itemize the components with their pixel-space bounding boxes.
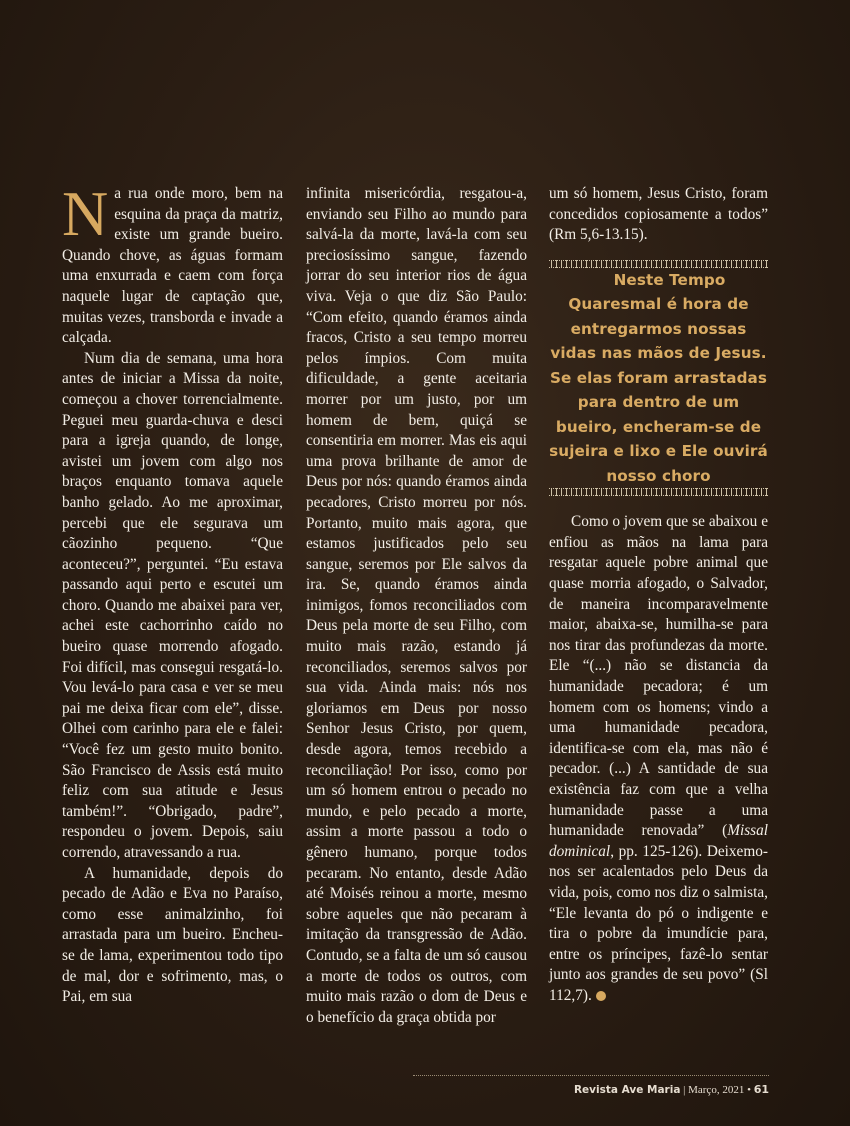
end-mark-icon [596,991,606,1001]
page-number: 61 [753,1083,769,1096]
divider-bottom [549,488,768,496]
article-paragraph: um só homem, Jesus Cristo, foram concedidos copiosamente a todos” (Rm 5,6-13.15). [549,185,768,244]
pull-quote: Neste Tempo Quaresmal é hora de entregarmos nossas vidas nas mãos de Jesus. Se elas foram arrastadas para dentro de um bueiro, encheram-se de sujeira e lixo e Ele ouvirá nosso choro [549,270,768,485]
article-column-3 [549,184,768,1007]
footer-separator: | [683,1084,686,1096]
article-column-2 [306,184,527,1028]
issue-date: Março, 2021 [688,1084,745,1096]
page-footer [413,1083,769,1096]
footer-divider [413,1075,769,1076]
article-paragraph: Na rua onde moro, bem na esquina da praça da matriz, existe um grande bueiro. Quando chove, as águas formam uma enxurrada e caem com força naquele lugar de captação que, muitas vezes, transborda e invade a calçada. [62,178,283,347]
pull-quote-box [549,260,768,497]
footer-bullet: • [747,1084,751,1096]
drop-cap: N [62,178,109,249]
divider-top [549,260,768,268]
magazine-name: Revista Ave Maria [573,1084,681,1096]
article-column-1 [62,178,283,1008]
citation-title: Missal dominical [549,822,768,860]
article-paragraph: Num dia de semana, uma hora antes de iniciar a Missa da noite, começou a chover torrencialmente. Peguei meu guarda-chuva e desci para a igreja quando, de longe, avistei um jovem com algo nos braços enquanto tomava aquele banho gelado. Ao me aproximar, percebi que ele segurava um cãozinho pequeno. “Que aconteceu?”, perguntei. “Eu estava passando aqui perto e escutei um choro. Quando me abaixei para ver, achei este cachorrinho caído no bueiro quase morrendo afogado. Foi difícil, mas consegui resgatá-lo. Vou levá-lo para casa e ver se meu pai me deixa ficar com ele”, disse. Olhei com carinho para ele e falei: “Você fez um gesto muito bonito. São Francisco de Assis está muito feliz com sua atitude e Jesus também!”. “Obrigado, padre”, respondeu o jovem. Depois, saiu correndo, atravessando a rua. [62,349,283,861]
article-paragraph: infinita misericórdia, resgatou-a, enviando seu Filho ao mundo para salvá-la da morte, lavá-la com seu preciosíssimo sangue, fazendo jorrar do seu interior rios de água viva. Veja o que diz São Paulo: “Com efeito, quando éramos ainda fracos, Cristo a seu tempo morreu pelos ímpios. Com muita dificuldade, a gente aceitaria morrer por um justo, por um homem de bem, quiçá se consentiria em morrer. Mas eis aqui uma prova brilhante de amor de Deus por nós: quando éramos ainda pecadores, Cristo morreu por nós. Portanto, muito mais agora, que estamos justificados pelo seu sangue, seremos por Ele salvos da ira. Se, quando éramos ainda inimigos, fomos reconciliados com Deus pela morte de seu Filho, com muito mais razão, estando já reconciliados, seremos salvos por sua vida. Ainda mais: nós nos gloriamos em Deus por nosso Senhor Jesus Cristo, por quem, desde agora, temos recebido a reconciliação! Por isso, como por um só homem entrou o pecado no mundo, e pelo pecado a morte, assim a morte passou a todo o gênero humano, porque todos pecaram. No entanto, desde Adão até Moisés reinou a morte, mesmo sobre aqueles que não pecaram à imitação da transgressão de Adão. Contudo, se a falta de um só causou a morte de todos os outros, com muito mais razão o dom de Deus e o benefício da graça obtida por [306,185,527,1026]
article-paragraph: A humanidade, depois do pecado de Adão e Eva no Paraíso, como esse animalzinho, foi arrastada para um bueiro. Encheu-se de lama, experimentou todo tipo de mal, dor e sofrimento, mas, o Pai, em sua [62,864,283,1006]
article-paragraph: Como o jovem que se abaixou e enfiou as mãos na lama para resgatar aquele pobre animal que quase morria afogado, o Salvador, de maneira incomparavelmente maior, abaixa-se, humilha-se para nos tirar das profundezas da morte. Ele “(...) não se distancia da humanidade pecadora; é um homem com os homens; vindo a uma humanidade pecadora, identifica-se com ela, mas não é pecador. (...) A santidade de sua existência faz com que a velha humanidade passe a uma humanidade renovada” (Missal dominical, pp. 125-126). Deixemo-nos ser acalentados pelo Deus da vida, pois, como nos diz o salmista, “Ele levanta do pó o indigente e tira o pobre da imundície para, entre os príncipes, fazê-lo sentar junto aos grandes de seu povo” (Sl 112,7). [549,513,768,1004]
